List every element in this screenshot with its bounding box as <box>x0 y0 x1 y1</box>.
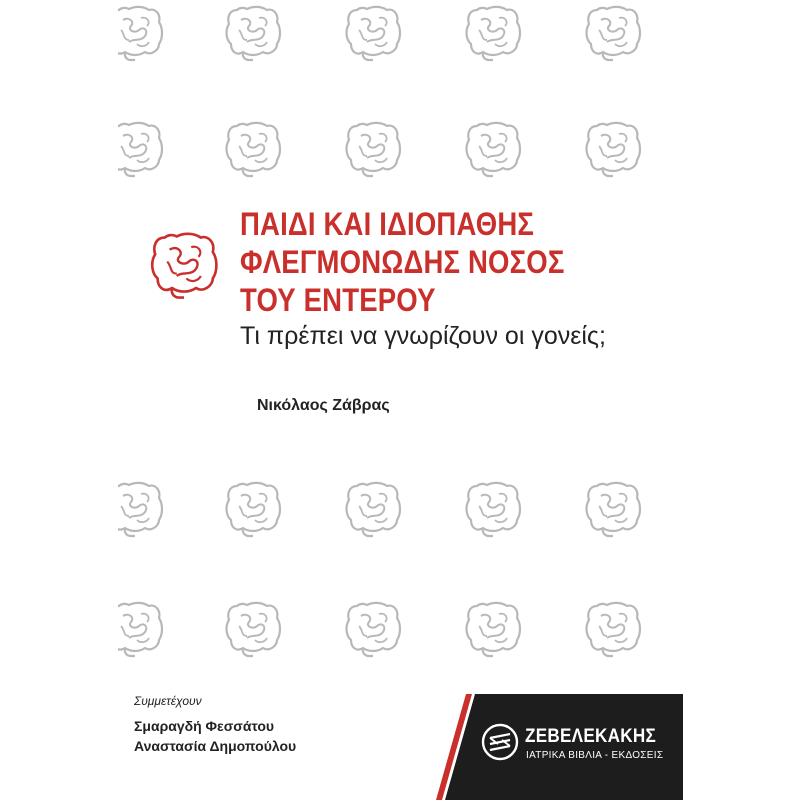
intestine-icon <box>343 0 403 64</box>
contributors-block <box>134 694 296 756</box>
intestine-icon <box>463 0 523 64</box>
intestine-icon <box>223 116 283 180</box>
book-title-line-2: ΦΛΕΓΜΟΝΩΔΗΣ ΝΟΣΟΣ <box>240 244 565 280</box>
intestine-icon <box>343 476 403 540</box>
intestine-icon <box>583 0 643 64</box>
contributor-name-1: Σμαραγδή Φεσσάτου <box>134 718 275 734</box>
intestine-icon <box>463 596 523 660</box>
publisher-name: ΖΕΒΕΛΕΚΑΚΗΣ <box>525 726 657 747</box>
intestine-icon <box>583 476 643 540</box>
intestine-icon <box>105 0 165 64</box>
intestine-icon <box>223 0 283 64</box>
book-subtitle: Τι πρέπει να γνωρίζουν οι γονείς; <box>240 322 606 350</box>
book-title-line-1: ΠΑΙΔΙ ΚΑΙ ΙΔΙΟΠΑΘΗΣ <box>240 206 535 242</box>
intestine-icon <box>105 476 165 540</box>
intestine-icon <box>463 116 523 180</box>
publisher-logo-icon <box>480 722 520 762</box>
intestine-icon <box>223 476 283 540</box>
intestine-icon <box>105 596 165 660</box>
intestine-icon <box>583 116 643 180</box>
contributors-label: Συμμετέχουν <box>134 694 202 708</box>
intestine-icon <box>105 116 165 180</box>
intestine-icon <box>223 596 283 660</box>
contributor-name-2: Αναστασία Δημοπούλου <box>134 738 297 754</box>
intestine-icon <box>343 596 403 660</box>
intestine-icon <box>583 596 643 660</box>
book-title-line-3: ΤΟΥ ΕΝΤΕΡΟΥ <box>240 282 436 318</box>
title-block <box>240 205 680 352</box>
intestine-icon <box>148 222 220 306</box>
intestine-icon <box>463 476 523 540</box>
intestine-icon <box>343 116 403 180</box>
publisher-tagline: ΙΑΤΡΙΚΑ ΒΙΒΛΙΑ - ΕΚΔΟΣΕΙΣ <box>526 750 664 761</box>
author-name: Νικόλαος Ζάβρας <box>257 397 390 414</box>
